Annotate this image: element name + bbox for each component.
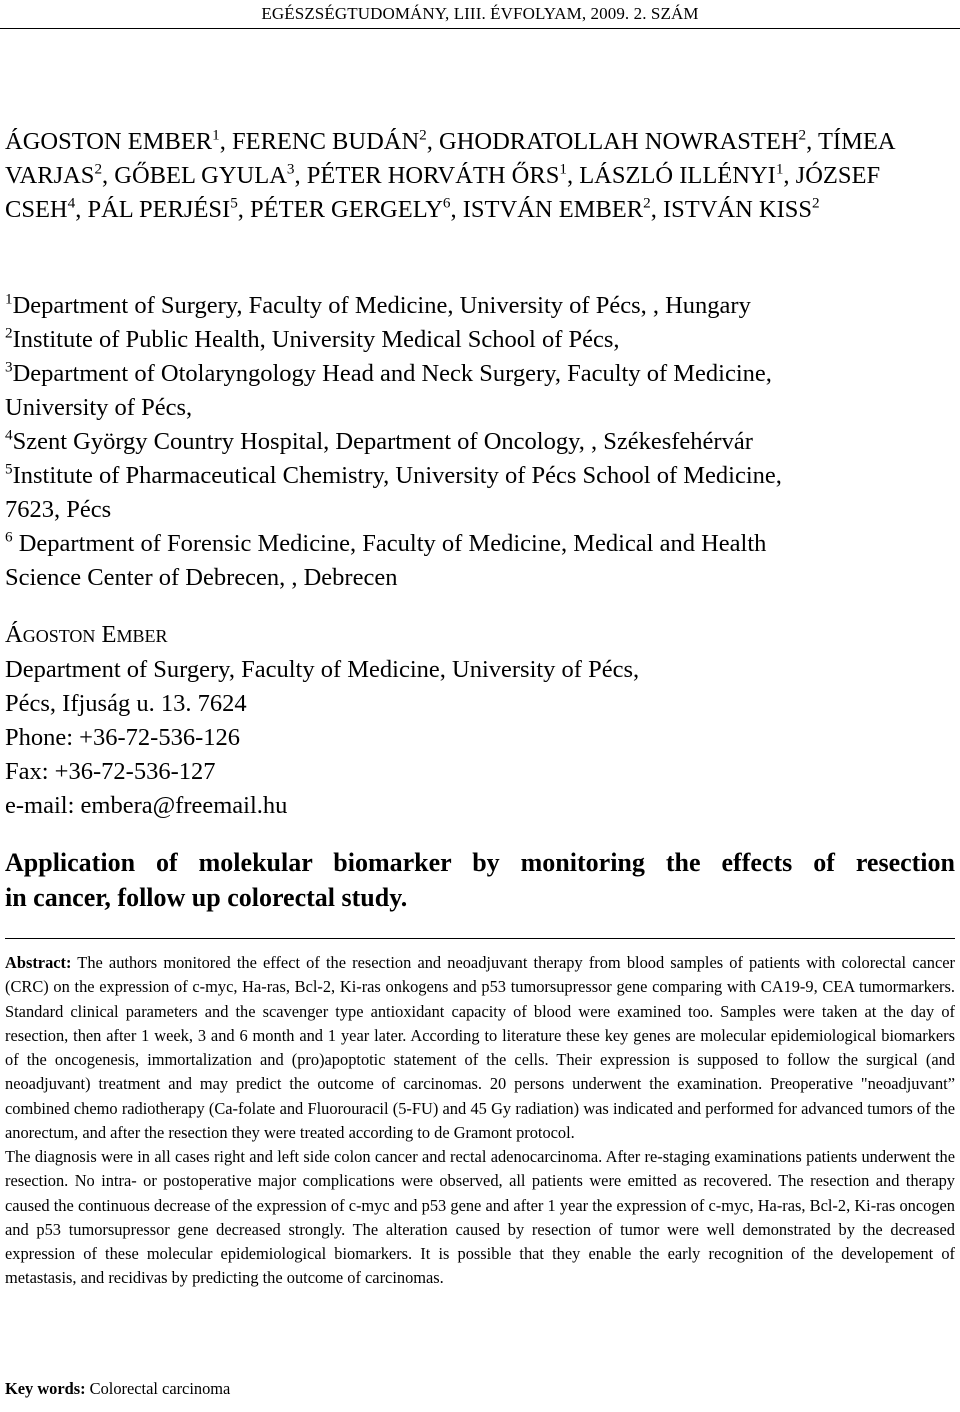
- affiliation-item: $^6$ Department of Forensic Medicine, Faculty of Medicine, Medical and Health: [5, 528, 767, 557]
- author: ISTVÁN EMBER$^2$,: [462, 194, 663, 223]
- author: GŐBEL GYULA$^3$,: [114, 160, 307, 189]
- abstract-paragraph: Abstract: The authors monitored the effect of the resection and neoadjuvant therapy from blood samples of patients with colorectal cancer (CRC) on the expression of c-myc, Ha-ras, Bcl-2, Ki-ras onkogens and p53 tumorsupressor gene comparing with CA19-9, CEA tumormarkers. Standard clinical parameters and the scavenger type antioxidant capacity of blood were examined too. Samples were taken at the day of resection, then after 1 week, 3 and 6 month and 1 year later. According to literature these key genes are molecular epidemiological biomarkers of the oncogenesis, immortalization and (pro)apoptotic statement of the cells. Their expression is supposed to follow the surgical (and neoadjuvant) treatment and may predict the outcome of carcinomas. 20 persons underwent the examination. Preoperative "neoadjuvant” combined chemo radiotherapy (Ca-folate and Fluorouracil (5-FU) and 45 Gy radiation) was indicated and performed for advanced tumors of the anorectum, and after the resection they were treated according to de Gramont protocol.: [5, 953, 955, 1142]
- author: FERENC BUDÁN$^2$,: [231, 126, 439, 155]
- affiliation-list: [5, 289, 955, 595]
- affiliation-item: $^4$Szent György Country Hospital, Department of Oncology, , Székesfehérvár: [5, 426, 753, 455]
- paper-title-line: Application of molekular biomarker by monitoring the effects of resection: [5, 848, 955, 877]
- author: JÓZSEF CSEH$^4$,: [5, 162, 881, 223]
- affiliation-continuation: Science Center of Debrecen, , Debrecen: [5, 564, 398, 591]
- correspondence-fax: Fax: +36-72-536-127: [5, 758, 216, 785]
- affiliation-item: $^3$Department of Otolaryngology Head and Neck Surgery, Faculty of Medicine,: [5, 358, 772, 387]
- paper-title-line: in cancer, follow up colorectal study.: [5, 883, 408, 912]
- abstract-label: Abstract:: [5, 953, 72, 972]
- abstract-rule: [5, 938, 955, 939]
- correspondence-name: ÁGOSTON EMBER: [5, 621, 168, 648]
- correspondence-phone: Phone: +36-72-536-126: [5, 724, 240, 751]
- author: ISTVÁN KISS$^2$: [662, 194, 820, 223]
- author: PÉTER HORVÁTH ŐRS$^1$,: [306, 160, 580, 189]
- correspondence-email: e-mail: embera@freemail.hu: [5, 792, 288, 819]
- affiliation-item: $^2$Institute of Public Health, University Medical School of Pécs,: [5, 324, 620, 353]
- keywords-value: Colorectal carcinoma: [85, 1379, 231, 1398]
- author: PÉTER GERGELY$^6$,: [250, 194, 463, 223]
- affiliation-item: $^5$Institute of Pharmaceutical Chemistry, University of Pécs School of Medicine,: [5, 460, 782, 489]
- author: PÁL PERJÉSI$^5$,: [87, 194, 251, 223]
- correspondence-address: Pécs, Ifjuság u. 13. 7624: [5, 690, 247, 717]
- correspondence-address: Department of Surgery, Faculty of Medicine, University of Pécs,: [5, 656, 640, 683]
- author: GHODRATOLLAH NOWRASTEH$^2$,: [439, 126, 818, 155]
- affiliation-item: $^1$Department of Surgery, Faculty of Medicine, University of Pécs, , Hungary: [5, 290, 751, 319]
- abstract: [5, 951, 955, 1291]
- paper-title: [5, 845, 955, 915]
- abstract-paragraph: The diagnosis were in all cases right and left side colon cancer and rectal adenocarcinoma. After re-staging examinations patients underwent the resection. No intra- or postoperative major complications were observed, all patients were emitted as recovered. The resection and therapy caused the continuous decrease of the expression of c-myc and p53 gene and after 1 year the expression of c-myc, Ha-ras, Bcl-2, Ki-ras oncogen and p53 tumorsupressor gene decreased strongly. The alteration caused by resection of tumor were well demonstrated by the decreased expression of these molecular epidemiological biomarkers. It is possible that they enable the early recognition of the developement of metastasis, and recidivas by predicting the outcome of carcinomas.: [5, 1147, 955, 1288]
- author: TÍMEA VARJAS$^2$,: [5, 128, 895, 189]
- author: LÁSZLÓ ILLÉNYI$^1$,: [579, 160, 796, 189]
- author: ÁGOSTON EMBER$^1$,: [5, 126, 232, 155]
- affiliation-continuation: University of Pécs,: [5, 394, 193, 421]
- journal-header: EGÉSZSÉGTUDOMÁNY, LIII. ÉVFOLYAM, 2009. 2. SZÁM: [261, 4, 699, 23]
- keywords: [5, 1377, 955, 1401]
- keywords-label: Key words:: [5, 1379, 86, 1398]
- header-rule: [0, 28, 960, 29]
- correspondence-block: [5, 618, 955, 823]
- affiliation-continuation: 7623, Pécs: [5, 496, 112, 523]
- author-list: [5, 125, 955, 227]
